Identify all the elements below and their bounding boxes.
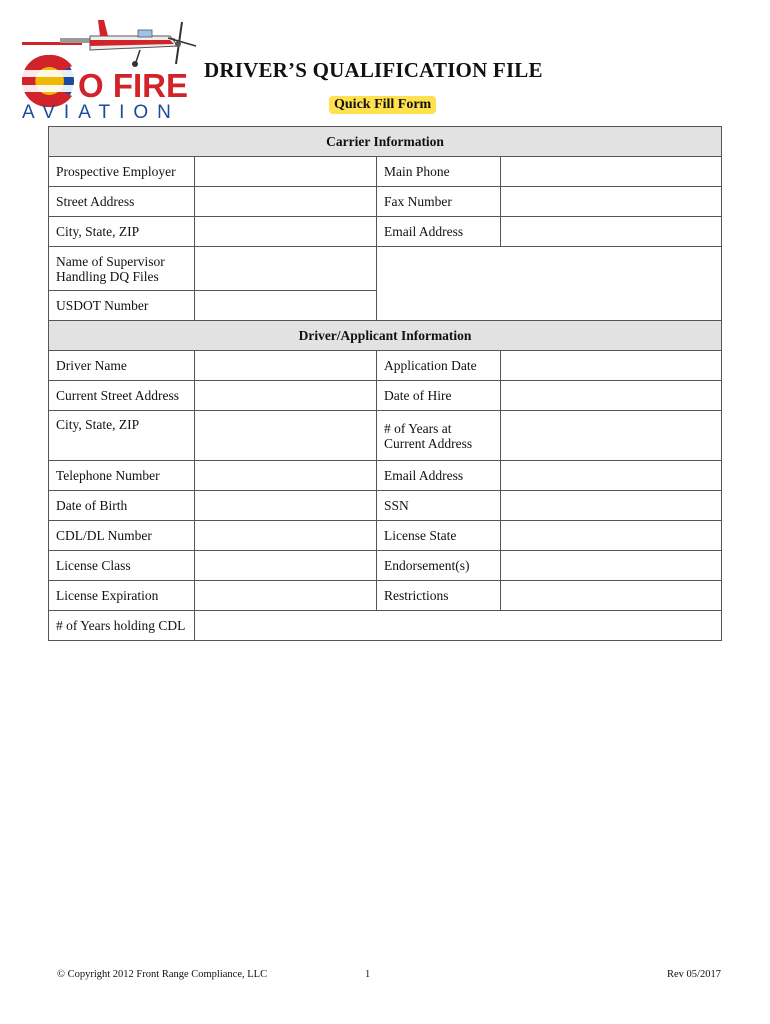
main-phone-label: Main Phone: [377, 157, 501, 187]
years-at-address-field[interactable]: [501, 411, 722, 461]
colorado-c-emblem: [20, 55, 76, 107]
driver-city-state-zip-field[interactable]: [195, 411, 377, 461]
footer-revision: Rev 05/2017: [667, 969, 721, 980]
date-of-hire-label: Date of Hire: [377, 381, 501, 411]
prospective-employer-field[interactable]: [195, 157, 377, 187]
street-address-field[interactable]: [195, 187, 377, 217]
carrier-email-field[interactable]: [501, 217, 722, 247]
date-of-birth-label: Date of Birth: [49, 491, 195, 521]
endorsements-label: Endorsement(s): [377, 551, 501, 581]
usdot-number-field[interactable]: [195, 291, 377, 321]
license-class-label: License Class: [49, 551, 195, 581]
date-of-birth-field[interactable]: [195, 491, 377, 521]
license-class-field[interactable]: [195, 551, 377, 581]
driver-email-field[interactable]: [501, 461, 722, 491]
usdot-number-label: USDOT Number: [49, 291, 195, 321]
current-street-address-field[interactable]: [195, 381, 377, 411]
carrier-section-heading: Carrier Information: [49, 127, 722, 157]
driver-city-state-zip-label: City, State, ZIP: [49, 411, 195, 461]
quick-fill-badge: Quick Fill Form: [329, 96, 436, 114]
footer-page-number: 1: [365, 969, 371, 980]
telephone-number-field[interactable]: [195, 461, 377, 491]
prospective-employer-label: Prospective Employer: [49, 157, 195, 187]
driver-email-label: Email Address: [377, 461, 501, 491]
carrier-city-state-zip-label: City, State, ZIP: [49, 217, 195, 247]
carrier-email-label: Email Address: [377, 217, 501, 247]
fax-number-field[interactable]: [501, 187, 722, 217]
years-holding-cdl-field[interactable]: [195, 611, 722, 641]
fax-number-label: Fax Number: [377, 187, 501, 217]
ssn-label: SSN: [377, 491, 501, 521]
telephone-number-label: Telephone Number: [49, 461, 195, 491]
carrier-city-state-zip-field[interactable]: [195, 217, 377, 247]
carrier-blank-area: [377, 247, 722, 321]
years-at-address-label: # of Years at Current Address: [377, 411, 501, 461]
supervisor-name-field[interactable]: [195, 247, 377, 291]
license-state-field[interactable]: [501, 521, 722, 551]
logo-o-fire-text: O FIRE: [78, 67, 189, 104]
license-expiration-label: License Expiration: [49, 581, 195, 611]
driver-section-heading: Driver/Applicant Information: [49, 321, 722, 351]
page-title: DRIVER’S QUALIFICATION FILE: [204, 58, 543, 82]
qualification-form-table: [48, 126, 722, 641]
co-fire-aviation-logo: [20, 18, 200, 123]
application-date-label: Application Date: [377, 351, 501, 381]
footer-copyright: © Copyright 2012 Front Range Compliance, LLC: [57, 969, 268, 980]
application-date-field[interactable]: [501, 351, 722, 381]
driver-name-label: Driver Name: [49, 351, 195, 381]
date-of-hire-field[interactable]: [501, 381, 722, 411]
current-street-address-label: Current Street Address: [49, 381, 195, 411]
cdl-number-field[interactable]: [195, 521, 377, 551]
years-holding-cdl-label: # of Years holding CDL: [49, 611, 195, 641]
license-state-label: License State: [377, 521, 501, 551]
cdl-number-label: CDL/DL Number: [49, 521, 195, 551]
ssn-field[interactable]: [501, 491, 722, 521]
supervisor-name-label: Name of Supervisor Handling DQ Files: [49, 247, 195, 291]
main-phone-field[interactable]: [501, 157, 722, 187]
street-address-label: Street Address: [49, 187, 195, 217]
driver-name-field[interactable]: [195, 351, 377, 381]
restrictions-field[interactable]: [501, 581, 722, 611]
restrictions-label: Restrictions: [377, 581, 501, 611]
license-expiration-field[interactable]: [195, 581, 377, 611]
endorsements-field[interactable]: [501, 551, 722, 581]
logo-aviation-text: AVIATION: [22, 102, 180, 123]
